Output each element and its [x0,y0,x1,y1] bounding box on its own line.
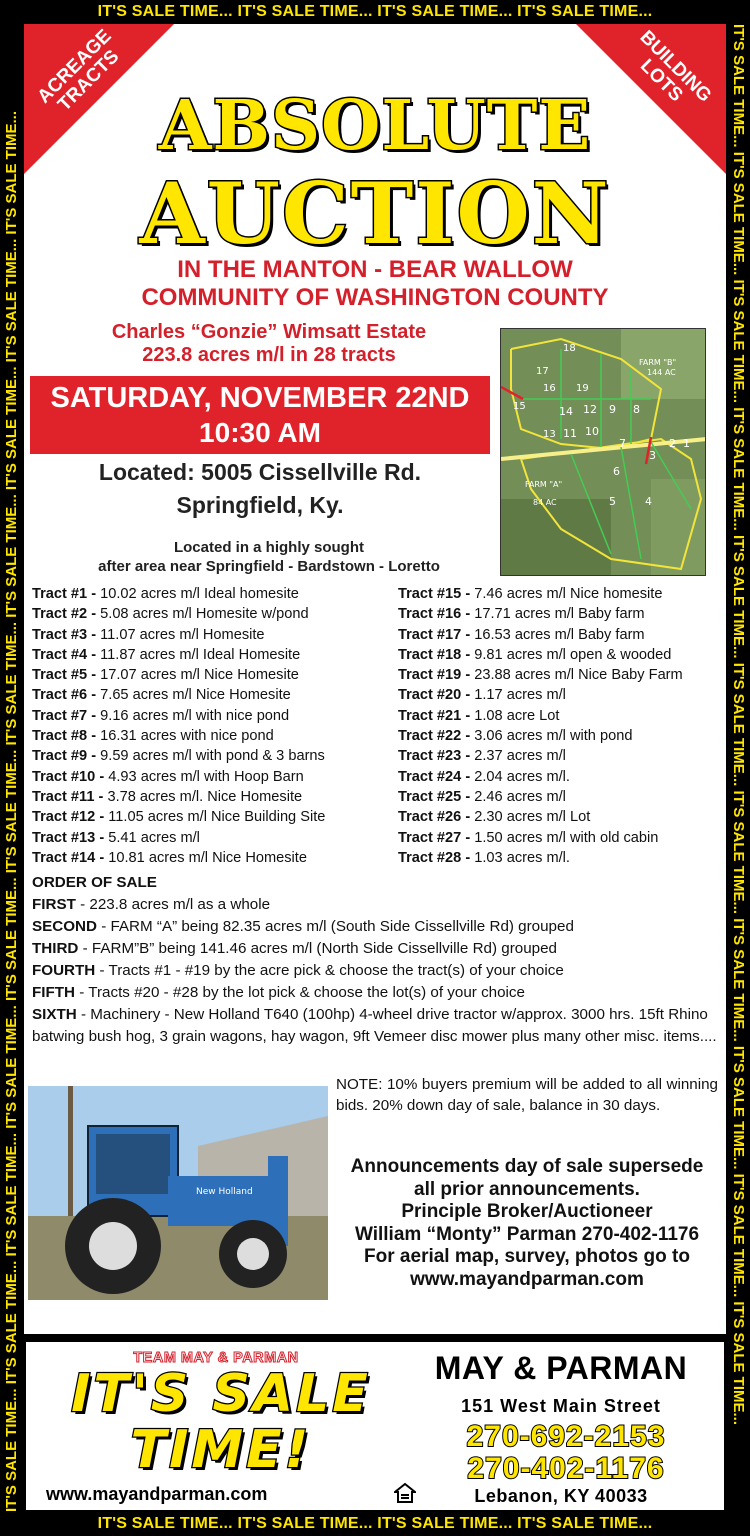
tract-item: Tract #13 - 5.41 acres m/l [32,829,200,846]
tract-list-right [398,584,683,868]
auction-flyer [24,24,726,1334]
map-tract-10: 10 [585,425,599,438]
top-border-banner: IT'S SALE TIME... IT'S SALE TIME... IT'S SALE TIME... IT'S SALE TIME... [0,0,750,24]
footer-ad [24,1340,726,1512]
tract-item: Tract #4 - 11.87 acres m/l Ideal Homesite [32,646,301,663]
tract-item: Tract #26 - 2.30 acres m/l Lot [398,809,591,826]
sale-date-box [30,376,490,454]
tract-item: Tract #1 - 10.02 acres m/l Ideal homesite [32,586,299,602]
location-note-1: Located in a highly sought [173,539,364,556]
sale-date: SATURDAY, NOVEMBER 22ND [50,382,470,414]
map-tract-6: 6 [613,465,620,478]
tract-item: Tract #21 - 1.08 acre Lot [398,707,560,724]
tract-item: Tract #14 - 10.81 acres m/l Nice Homesite [32,849,307,866]
left-border-text: IT'S SALE TIME... IT'S SALE TIME... IT'S SALE TIME... IT'S SALE TIME... IT'S SALE TIME... IT'S SALE TIME... IT'S SALE TIME... IT'S SALE TIME... IT'S SALE TIME... IT'S SALE TIME... IT'S SALE TIME... [3,111,20,1512]
estate-name: Charles “Gonzie” Wimsatt Estate [111,321,427,343]
map-tract-11: 11 [563,427,577,440]
map-tract-12: 12 [583,403,597,416]
right-border-banner [726,24,750,1512]
map-tract-2: 2 [669,437,676,450]
tract-item: Tract #7 - 9.16 acres m/l with nice pond [32,707,290,724]
announcements [336,1156,718,1291]
building-lots-label: BUILDING LOTS [635,26,716,107]
map-tract-1: 1 [683,437,690,450]
website-link[interactable]: www.mayandparman.com [410,1268,644,1290]
order-line: FIFTH - Tracts #20 - #28 by the lot pick & choose the lot(s) of your choice [32,984,525,1001]
order-line: FIRST - 223.8 acres m/l as a whole [32,896,271,913]
map-tract-7: 7 [619,437,626,450]
map-tract-9: 9 [609,403,616,416]
aerial-map-graphic [501,329,706,576]
tract-item: Tract #28 - 1.03 acres m/l. [398,849,570,866]
team-label: TEAM MAY & PARMAN [133,1350,299,1366]
tract-item: Tract #9 - 9.59 acres m/l with pond & 3 barns [32,748,325,765]
company-name: MAY & PARMAN [434,1350,688,1386]
aerial-map [500,328,706,576]
map-farm-b-acres: 144 AC [647,368,676,377]
tract-item: Tract #10 - 4.93 acres m/l with Hoop Barn [32,768,304,785]
map-farm-a-acres: 84 AC [533,498,557,507]
location-address: Located: 5005 Cissellville Rd. [98,459,422,485]
tract-item: Tract #6 - 7.65 acres m/l Nice Homesite [32,687,291,704]
tract-item: Tract #15 - 7.46 acres m/l Nice homesite [398,586,663,602]
company-city: Lebanon, KY 40033 [474,1486,648,1506]
tract-item: Tract #11 - 3.78 acres m/l. Nice Homesite [32,788,303,805]
map-tract-16: 16 [543,383,556,394]
map-tract-8: 8 [633,403,640,416]
community-line-1: IN THE MANTON - BEAR WALLOW [177,256,573,283]
map-tract-5: 5 [609,495,616,508]
tract-item: Tract #22 - 3.06 acres m/l with pond [398,728,633,745]
order-line: SECOND - FARM “A” being 82.35 acres m/l (South Side Cissellville Rd) grouped [32,918,574,935]
headline-absolute: ABSOLUTE [158,86,592,166]
auctioneer-contact: William “Monty” Parman 270-402-1176 [354,1223,700,1245]
tract-item: Tract #5 - 17.07 acres m/l Nice Homesite [32,667,299,684]
tract-item: Tract #25 - 2.46 acres m/l [398,788,566,805]
tract-item: Tract #17 - 16.53 acres m/l Baby farm [398,626,645,643]
left-border-banner [0,24,24,1512]
bottom-border-banner: IT'S SALE TIME... IT'S SALE TIME... IT'S SALE TIME... IT'S SALE TIME... [0,1512,750,1536]
tract-item: Tract #8 - 16.31 acres with nice pond [32,728,274,745]
map-tract-19: 19 [576,383,589,394]
tract-item: Tract #24 - 2.04 acres m/l. [398,768,570,785]
map-tract-15: 15 [513,401,526,412]
order-of-sale [32,872,722,1048]
map-tract-13: 13 [543,429,556,440]
footer-website-link[interactable]: www.mayandparman.com [46,1484,268,1504]
tract-item: Tract #19 - 23.88 acres m/l Nice Baby Farm [398,667,683,684]
order-line: FOURTH - Tracts #1 - #19 by the acre pick & choose the tract(s) of your choice [32,962,564,979]
sale-time: 10:30 AM [199,417,321,448]
location-note-2: after area near Springfield - Bardstown - Loretto [98,558,440,575]
tractor-brand-text: New Holland [196,1187,253,1197]
tract-item: Tract #23 - 2.37 acres m/l [398,748,566,765]
tractor-photo [28,1086,328,1300]
tract-item: Tract #2 - 5.08 acres m/l Homesite w/pond [32,606,309,623]
tract-item: Tract #18 - 9.81 acres m/l open & wooded [398,646,672,663]
headline-auction: AUCTION [139,164,611,263]
map-tract-18: 18 [563,343,576,354]
phone-number-1[interactable]: 270-692-2153 [466,1420,666,1453]
map-tract-4: 4 [645,495,652,508]
tract-item: Tract #3 - 11.07 acres m/l Homesite [32,626,265,643]
map-tract-3: 3 [649,449,656,462]
announcement-line: For aerial map, survey, photos go to [364,1246,690,1267]
community-line-2: COMMUNITY OF WASHINGTON COUNTY [141,284,609,311]
map-farm-b-label: FARM "B" [639,358,677,367]
order-line: THIRD - FARM”B” being 141.46 acres m/l (North Side Cissellville Rd) grouped [32,940,557,957]
announcement-line: Principle Broker/Auctioneer [401,1201,653,1222]
equal-housing-icon [394,1482,416,1504]
map-farm-a-label: FARM "A" [525,480,563,489]
map-tract-14: 14 [559,405,573,418]
tract-item: Tract #12 - 11.05 acres m/l Nice Building Site [32,809,326,826]
buyers-premium-note: NOTE: 10% buyers premium will be added to all winning bids. 20% down day of sale, balance in 30 days. [336,1076,718,1114]
tractor-photo-graphic [28,1086,328,1300]
map-tract-17: 17 [536,366,549,377]
phone-number-2[interactable]: 270-402-1176 [467,1452,665,1485]
acreage-tracts-label: ACREAGE TRACTS [33,25,124,116]
order-of-sale-title: ORDER OF SALE [32,874,157,891]
its-sale-logo-line-1: IT'S SALE [71,1364,371,1424]
right-border-text: IT'S SALE TIME... IT'S SALE TIME... IT'S SALE TIME... IT'S SALE TIME... IT'S SALE TIME... IT'S SALE TIME... IT'S SALE TIME... IT'S SALE TIME... IT'S SALE TIME... IT'S SALE TIME... IT'S SALE TIME... [730,24,747,1425]
announcement-line: Announcements day of sale supersede [350,1156,704,1177]
its-sale-logo-line-2: TIME! [130,1420,312,1480]
announcement-line: all prior announcements. [414,1178,640,1200]
order-line: SIXTH - Machinery - New Holland T640 (100hp) 4-wheel drive tractor w/approx. 3000 hrs. 15ft Rhino batwing bush hog, 3 grain wagons, hay wagon, 9ft Vemeer disc mower plus many other misc. items.... [32,1006,717,1045]
tract-item: Tract #16 - 17.71 acres m/l Baby farm [398,606,645,623]
company-street: 151 West Main Street [461,1396,661,1416]
tract-item: Tract #20 - 1.17 acres m/l [398,687,566,704]
tract-item: Tract #27 - 1.50 acres m/l with old cabin [398,829,659,846]
tract-list-left [32,584,325,868]
location-city: Springfield, Ky. [176,492,344,518]
estate-acreage: 223.8 acres m/l in 28 tracts [142,344,396,366]
